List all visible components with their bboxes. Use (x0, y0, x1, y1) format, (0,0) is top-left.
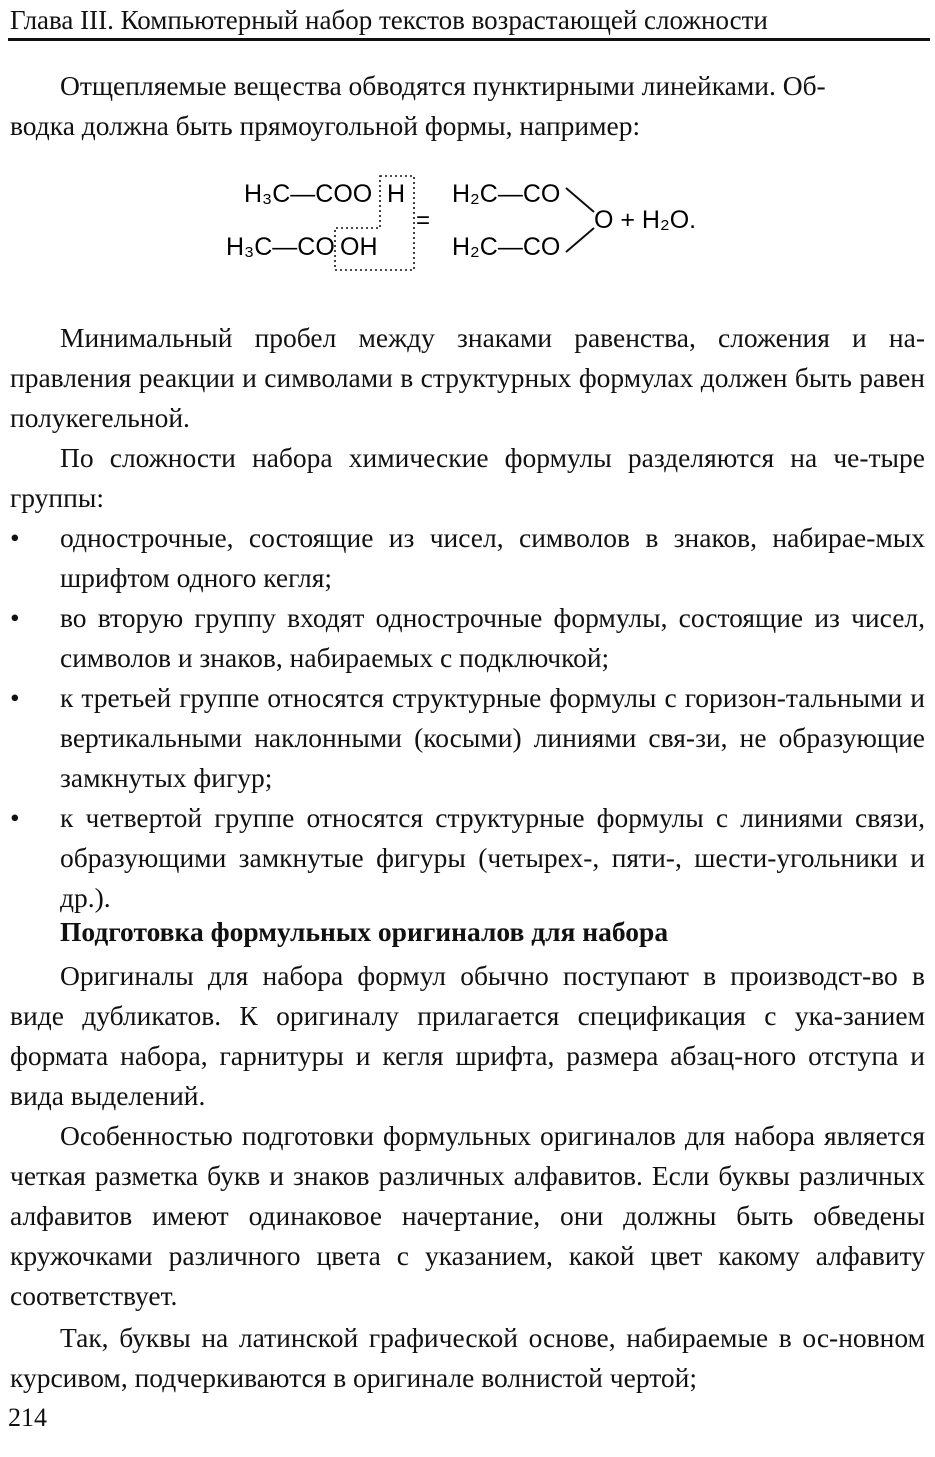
formula-row2-left: H₃C—CO (226, 233, 335, 261)
paragraph-groups: По сложности набора химические формулы разделяются на че-тыре группы: (10, 442, 925, 513)
formula-row2-right: H₂C—CO (452, 233, 561, 261)
bullet-icon: • (10, 602, 20, 633)
page-number: 214 (8, 1403, 47, 1432)
bullet-icon: • (10, 522, 20, 553)
paragraph-spacing: Минимальный пробел между знаками равенства, сложения и на-правления реакции и символами в структурных формулах должен быть равен полукегельной. (10, 322, 925, 433)
list-item (10, 678, 925, 798)
paragraph-intro-line-1: Отщепляемые вещества обводятся пунктирными линейками. Об- (60, 70, 826, 101)
list-item (10, 598, 925, 678)
bond-upper (566, 188, 594, 212)
chemical-formula (226, 170, 720, 280)
list-item (10, 798, 925, 918)
running-head: Глава III. Компьютерный набор текстов возрастающей сложности (10, 5, 768, 35)
formula-svg (226, 170, 720, 280)
paragraph-latin: Так, буквы на латинской графической основе, набираемые в ос-новном курсивом, подчеркиваются в оригинале волнистой чертой; (10, 1322, 925, 1393)
paragraph-intro-line-2: водка должна быть прямоугольной формы, например: (10, 110, 641, 141)
formula-product: O + H₂O. (594, 206, 697, 234)
formula-row1-right: H₂C—CO (452, 180, 561, 208)
list-item-text: к третьей группе относятся структурные формулы с горизон-тальными и вертикальными наклонными (косыми) линиями свя-зи, не образующие замкнутых фигур; (60, 682, 925, 793)
formula-row1-left: H₃C—COO (244, 180, 373, 208)
paragraph-markup: Особенностью подготовки формульных оригиналов для набора является четкая разметка букв и знаков различных алфавитов. Если буквы различных алфавитов имеют одинаковое начертание, они должны быть обведены кружочками различного цвета с указанием, какой цвет какому алфавиту соответствует. (10, 1120, 925, 1311)
bond-lower (566, 228, 594, 252)
list-item-text: однострочные, состоящие из чисел, символов в знаков, набирае-мых шрифтом одного кегля; (60, 522, 925, 593)
formula-row2-oh: OH (340, 233, 378, 261)
bullet-icon: • (10, 682, 20, 713)
formula-row1-h: H (387, 180, 406, 208)
list-item (10, 518, 925, 598)
section-heading: Подготовка формульных оригиналов для набора (60, 916, 669, 947)
header-rule (8, 38, 930, 41)
bullet-icon: • (10, 802, 20, 833)
paragraph-originals: Оригиналы для набора формул обычно поступают в производст-во в виде дубликатов. К оригиналу прилагается спецификация с ука-занием формата набора, гарнитуры и кегля шрифта, размера абзац-ного отступа и вида выделений. (10, 960, 925, 1111)
list-item-text: к четвертой группе относятся структурные формулы с линиями связи, образующими замкнутые фигуры (четырех-, пяти-, шести-угольники и др.). (60, 802, 925, 913)
paragraph-intro (10, 66, 925, 146)
list-item-text: во вторую группу входят однострочные формулы, состоящие из чисел, символов и знаков, набираемых с подключкой; (60, 602, 925, 673)
formula-equals: = (416, 207, 431, 234)
